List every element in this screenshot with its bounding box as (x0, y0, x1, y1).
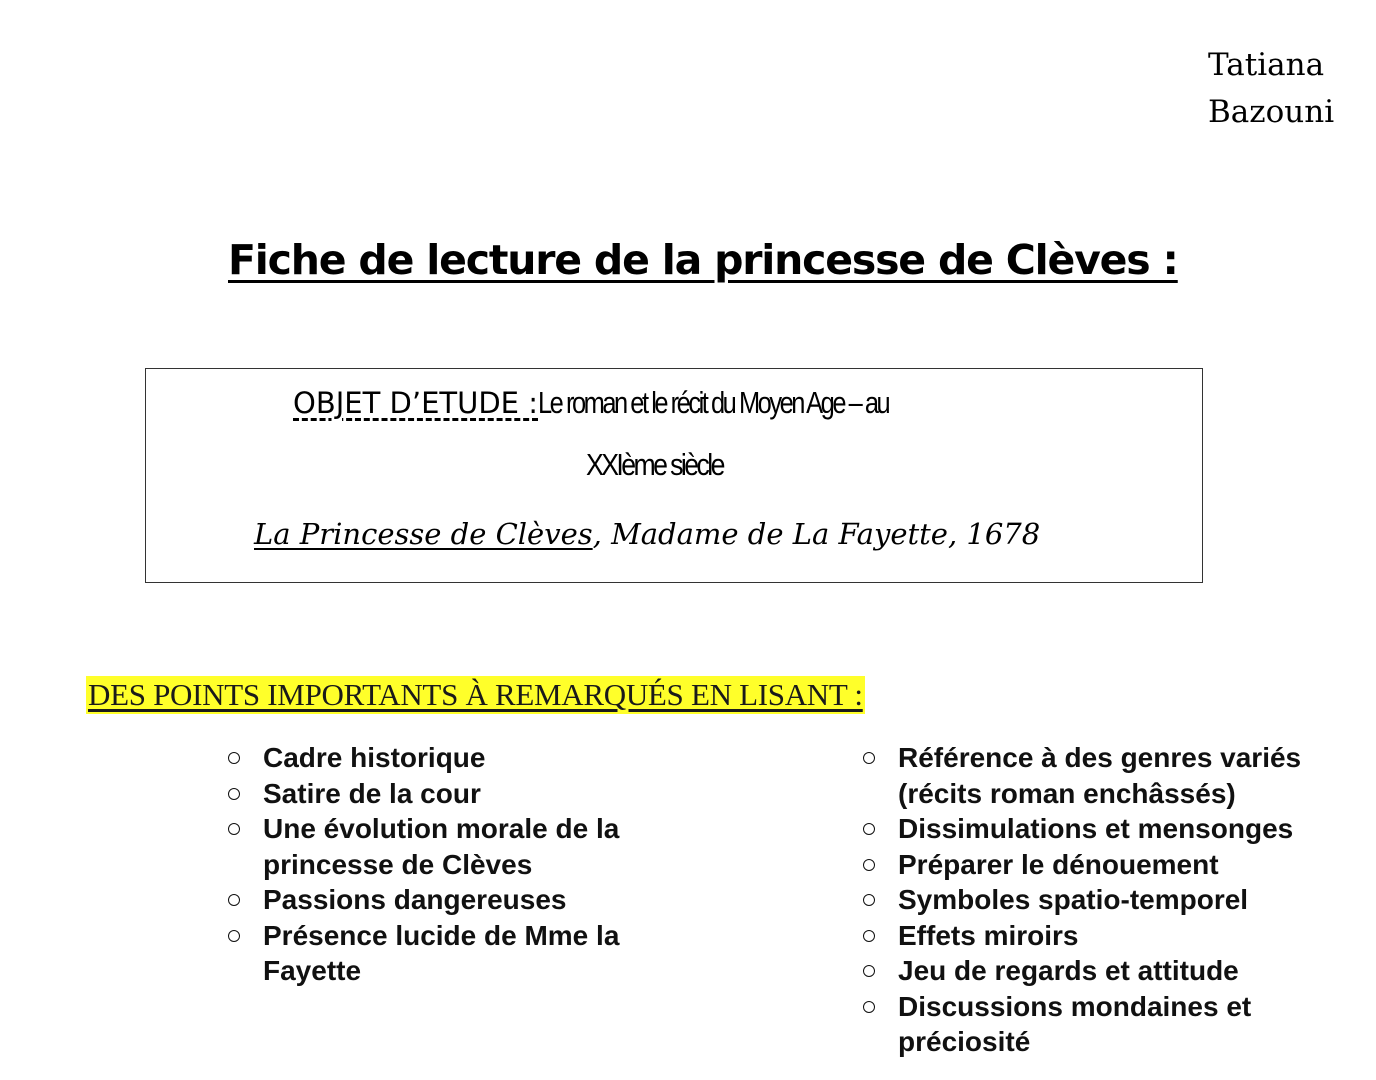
circle-bullet-icon (228, 823, 240, 835)
points-list-right (863, 740, 1353, 1060)
list-item-text: Présence lucide de Mme la Fayette (263, 919, 620, 986)
list-item-text: Effets miroirs (898, 919, 1079, 951)
circle-bullet-icon (228, 788, 240, 800)
author-first-name: Tatiana (1208, 47, 1325, 83)
list-item-text: Une évolution morale de la princesse de Clèves (263, 813, 620, 880)
list-item (863, 847, 1353, 883)
circle-bullet-icon (228, 752, 240, 764)
circle-bullet-icon (228, 930, 240, 942)
page-title: Fiche de lecture de la princesse de Clèves : (228, 236, 1178, 284)
study-object-label: OBJET D’ETUDE : (293, 386, 538, 420)
circle-bullet-icon (863, 930, 875, 942)
author-name (1208, 42, 1334, 136)
list-item (863, 882, 1353, 918)
circle-bullet-icon (863, 859, 875, 871)
list-item-text: Cadre historique (263, 742, 486, 773)
circle-bullet-icon (863, 752, 875, 764)
circle-bullet-icon (863, 1001, 875, 1013)
study-object-text: Le roman et le récit du Moyen Age – au (538, 385, 889, 420)
circle-bullet-icon (228, 894, 240, 906)
list-item (863, 989, 1353, 1060)
list-item-text: Jeu de regards et attitude (898, 955, 1239, 986)
list-item-text: Symboles spatio-temporel (898, 884, 1249, 915)
author-last-name: Bazouni (1208, 94, 1335, 130)
study-object-box (145, 368, 1203, 583)
circle-bullet-icon (863, 894, 875, 906)
circle-bullet-icon (863, 823, 875, 835)
list-item (228, 882, 658, 918)
list-item (228, 918, 658, 989)
list-item (228, 811, 658, 882)
list-item-text: Passions dangereuses (263, 884, 567, 915)
list-item (863, 953, 1353, 989)
list-item (228, 740, 658, 776)
list-item-text: Satire de la cour (263, 777, 481, 809)
section-heading: DES POINTS IMPORTANTS À REMARQUÉS EN LISANT : (88, 677, 863, 712)
list-item (863, 740, 1353, 811)
list-item (863, 918, 1353, 954)
list-item-text: Préparer le dénouement (898, 848, 1219, 880)
points-list-left (228, 740, 658, 989)
list-item (863, 811, 1353, 847)
list-item-text: Référence à des genres variés (récits roman enchâssés) (898, 742, 1302, 809)
list-item-text: Discussions mondaines et préciosité (898, 990, 1252, 1057)
list-item (228, 776, 658, 812)
list-item-text: Dissimulations et mensonges (898, 813, 1294, 844)
circle-bullet-icon (863, 965, 875, 977)
work-title: La Princesse de Clèves (254, 517, 593, 551)
work-author-date: , Madame de La Fayette, 1678 (592, 517, 1041, 551)
work-reference (254, 517, 1040, 551)
study-object-text-line2: XXIème siècle (586, 447, 723, 482)
study-object-line (293, 383, 965, 423)
